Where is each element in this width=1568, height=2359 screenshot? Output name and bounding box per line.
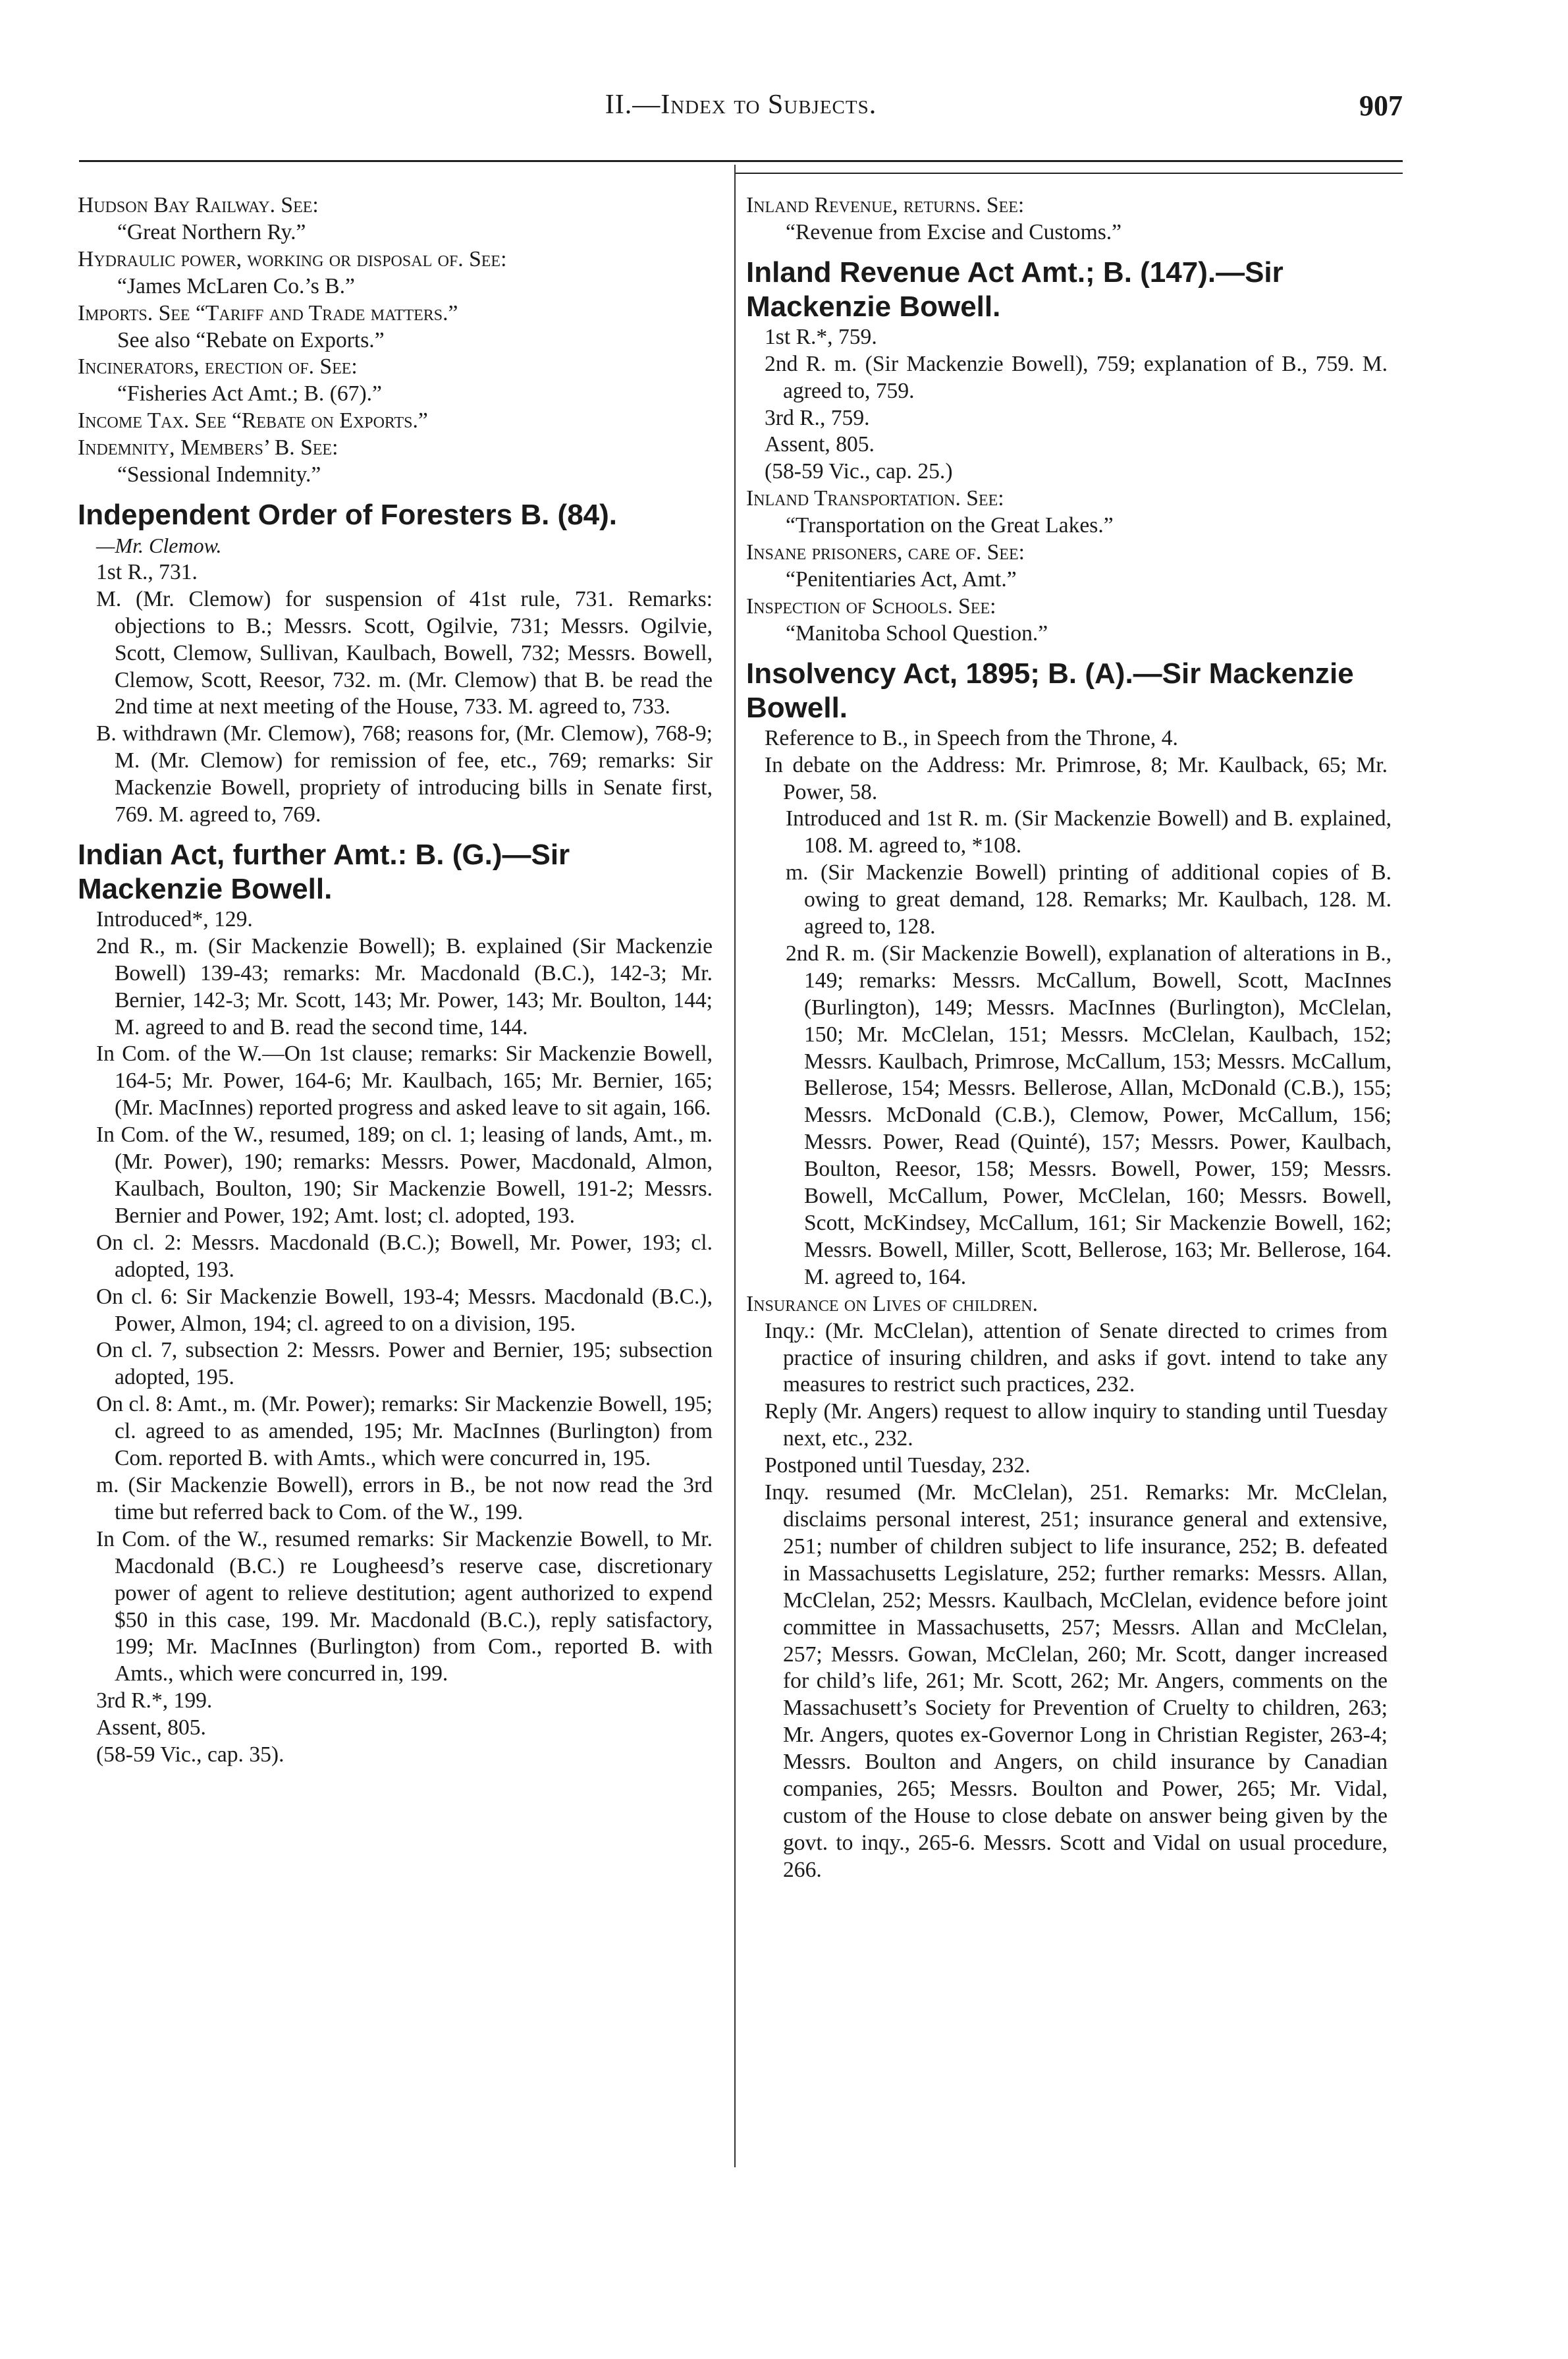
column-divider (734, 165, 736, 2167)
index-cross-reference: “Fisheries Act Amt.; B. (67).” (117, 381, 382, 406)
index-heading: Incinerators, erection of. See: (78, 354, 358, 379)
header-rule (79, 160, 1403, 162)
index-subentry: B. withdrawn (Mr. Clemow), 768; reasons for, (Mr. Clemow), 768-9; M. (Mr. Clemow) for remission of fee, etc., 769; remarks: Sir Mackenzie Bowell, propriety of introducing bills in Senate first, 769. M. agreed to, 769. (96, 721, 713, 827)
index-subentry: In Com. of the W., resumed remarks: Sir Mackenzie Bowell, to Mr. Macdonald (B.C.) re Lougheesd’s reserve case, discretionary power of agent to relieve destitution; agent authorized to expend $50 in this case, 199. Mr. Macdonald (B.C.), reply satisfactory, 199; Mr. MacInnes (Burlington) from Com., reported B. with Amts., which were concurred in, 199. (96, 1526, 713, 1686)
index-subentry: 2nd R., m. (Sir Mackenzie Bowell); B. explained (Sir Mackenzie Bowell) 139-43; remarks: Mr. Macdonald (B.C.), 142-3; Mr. Bernier, 142-3; Mr. Scott, 143; Mr. Power, 143; Mr. Boulton, 144; M. agreed to and B. read the second time, 144. (96, 933, 713, 1040)
index-heading-bill: Indian Act, further Amt.: B. (G.)—Sir Mackenzie Bowell. (78, 838, 570, 905)
index-heading-bill: Independent Order of Foresters B. (84). (78, 498, 618, 531)
index-subentry: Introduced and 1st R. m. (Sir Mackenzie Bowell) and B. explained, 108. M. agreed to, *108. (786, 806, 1392, 858)
index-subentry: m. (Sir Mackenzie Bowell), errors in B., be not now read the 3rd time but referred back to Com. of the W., 199. (96, 1472, 713, 1524)
index-sponsor: —Mr. Clemow. (96, 533, 222, 557)
index-subentry: 2nd R. m. (Sir Mackenzie Bowell), explanation of alterations in B., 149; remarks: Messrs. McCallum, Bowell, Scott, MacInnes (Burlington), 149; Messrs. MacInnes (Burlington), McClelan, 150; Mr. McClelan, 151; Messrs. McClelan, Kaulbach, 152; Messrs. Kaulbach, Primrose, McCallum, 153; Messrs. McCallum, Bellerose, 154; Messrs. Bellerose, Allan, McDonald (C.B.), 155; Messrs. McDonald (C.B.), Clemow, Power, McCallum, 156; Messrs. Power, Read (Quinté), 157; Messrs. Power, Kaulbach, Boulton, Reesor, 158; Messrs. Bowell, Power, 159; Messrs. Bowell, McCallum, Power, McClelan, 160; Messrs. Bowell, Scott, McKindsey, McCallum, 161; Sir Mackenzie Bowell, 162; Messrs. Bowell, Miller, Scott, Bellerose, 163; Mr. Bellerose, 164. M. agreed to, 164. (786, 941, 1392, 1289)
index-heading-bill: Inland Revenue Act Amt.; B. (147).—Sir Mackenzie Bowell. (746, 256, 1284, 323)
index-subentry: On cl. 2: Messrs. Macdonald (B.C.); Bowell, Mr. Power, 193; cl. adopted, 193. (96, 1230, 713, 1282)
index-subentry: On cl. 7, subsection 2: Messrs. Power and Bernier, 195; subsection adopted, 195. (96, 1338, 713, 1390)
index-subentry: In Com. of the W.—On 1st clause; remarks: Sir Mackenzie Bowell, 164-5; Mr. Power, 164-6; Mr. Kaulbach, 165; Mr. Bernier, 165; (Mr. MacInnes) reported progress and asked leave to sit again, 166. (96, 1041, 713, 1121)
index-subentry: 3rd R.*, 199. (96, 1688, 213, 1713)
index-subentry: Inqy.: (Mr. McClelan), attention of Senate directed to crimes from practice of insuring children, and asks if govt. intend to take any measures to restrict such practices, 232. (765, 1318, 1388, 1397)
index-heading: Indemnity, Members’ B. See: (78, 435, 338, 460)
index-heading: Inland Revenue, returns. See: (746, 193, 1025, 217)
running-title: II.—Index to Subjects. (605, 90, 877, 120)
index-cross-reference: “Revenue from Excise and Customs.” (786, 219, 1122, 244)
index-heading: Inspection of Schools. See: (746, 594, 996, 619)
index-subentry: Reply (Mr. Angers) request to allow inquiry to standing until Tuesday next, etc., 232. (765, 1399, 1388, 1451)
page-number: 907 (1359, 90, 1403, 122)
header-rule-secondary (734, 173, 1403, 174)
index-cross-reference: “Great Northern Ry.” (117, 219, 306, 244)
index-cross-reference: “Transportation on the Great Lakes.” (786, 513, 1114, 538)
index-subentry: m. (Sir Mackenzie Bowell) printing of additional copies of B. owing to great demand, 128. Remarks; Mr. Kaulbach, 128. M. agreed to, 128. (786, 860, 1392, 939)
index-heading: Income Tax. See “Rebate on Exports.” (78, 408, 428, 433)
index-subentry: M. (Mr. Clemow) for suspension of 41st rule, 731. Remarks: objections to B.; Messrs. Scott, Ogilvie, 731; Messrs. Ogilvie, Scott, Clemow, Sullivan, Kaulbach, Bowell, 732; Messrs. Bowell, Clemow, Scott, Reesor, 732. m. (Mr. Clemow) that B. be read the 2nd time at next meeting of the House, 733. M. agreed to, 733. (96, 586, 713, 719)
index-subentry: Inqy. resumed (Mr. McClelan), 251. Remarks: Mr. McClelan, disclaims personal interest, 251; insurance general and extensive, 251; number of children subject to life insurance, 252; B. defeated in Massachusetts Legislature, 252; further remarks: Messrs. Allan, McClelan, 252; Messrs. Kaulbach, McClelan, evidence before joint committee in Massachusetts, 257; Messrs. Allan and McClelan, 257; Messrs. Gowan, McClelan, 260; Mr. Scott, danger increased for child’s life, 261; Mr. Scott, 262; Mr. Angers, comments on the Massachusett’s Society for Prevention of Cruelty to children, 263; Mr. Angers, quotes ex-Governor Long in Christian Register, 263-4; Messrs. Boulton and Angers, on child insurance by Canadian companies, 265; Messrs. Boulton and Power, 265; Mr. Vidal, custom of the House to close debate on answer being given by the govt. to inqy., 265-6. Messrs. Scott and Vidal on usual procedure, 266. (765, 1480, 1388, 1882)
index-heading: Hydraulic power, working or disposal of. See: (78, 246, 507, 271)
index-subentry: (58-59 Vic., cap. 35). (96, 1742, 284, 1767)
index-subentry: In Com. of the W., resumed, 189; on cl. 1; leasing of lands, Amt., m. (Mr. Power), 190; remarks: Messrs. Power, Macdonald, Almon, Kaulbach, Boulton, 190; Sir Mackenzie Bowell, 191-2; Messrs. Bernier and Power, 192; Amt. lost; cl. adopted, 193. (96, 1123, 713, 1228)
index-subentry: Assent, 805. (765, 432, 875, 457)
index-subentry: Assent, 805. (96, 1715, 206, 1740)
index-heading: Imports. See “Tariff and Trade matters.” (78, 300, 458, 325)
index-subentry: 2nd R. m. (Sir Mackenzie Bowell), 759; explanation of B., 759. M. agreed to, 759. (765, 351, 1388, 403)
index-cross-reference: See also “Rebate on Exports.” (117, 327, 385, 352)
index-subentry: On cl. 8: Amt., m. (Mr. Power); remarks: Sir Mackenzie Bowell, 195; cl. agreed to as amended, 195; Mr. MacInnes (Burlington) from Com. reported B. with Amts., which were concurred in, 195. (96, 1392, 713, 1471)
index-column-left (78, 192, 716, 1769)
index-heading: Insane prisoners, care of. See: (746, 540, 1025, 565)
index-cross-reference: “Sessional Indemnity.” (117, 462, 321, 487)
index-subentry: 3rd R., 759. (765, 405, 870, 430)
page-header (79, 89, 1403, 135)
index-subentry: In debate on the Address: Mr. Primrose, 8; Mr. Kaulback, 65; Mr. Power, 58. (765, 752, 1388, 804)
index-heading: Insurance on Lives of children. (746, 1291, 1039, 1316)
index-subentry: Reference to B., in Speech from the Throne, 4. (765, 725, 1178, 750)
index-subentry: (58-59 Vic., cap. 25.) (765, 459, 953, 484)
index-subentry: Introduced*, 129. (96, 906, 253, 931)
index-heading: Inland Transportation. See: (746, 486, 1004, 511)
index-subentry: Postponed until Tuesday, 232. (765, 1453, 1031, 1478)
index-column-right (746, 192, 1392, 1884)
index-cross-reference: “Manitoba School Question.” (786, 621, 1048, 646)
index-heading-bill: Insolvency Act, 1895; B. (A).—Sir Mackenzie Bowell. (746, 657, 1354, 724)
index-subentry: On cl. 6: Sir Mackenzie Bowell, 193-4; Messrs. Macdonald (B.C.), Power, Almon, 194; cl. agreed to on a division, 195. (96, 1284, 713, 1336)
index-heading: Hudson Bay Railway. See: (78, 193, 319, 217)
index-subentry: 1st R., 731. (96, 559, 198, 584)
index-cross-reference: “James McLaren Co.’s B.” (117, 273, 355, 298)
index-subentry: 1st R.*, 759. (765, 324, 877, 349)
index-cross-reference: “Penitentiaries Act, Amt.” (786, 567, 1017, 592)
